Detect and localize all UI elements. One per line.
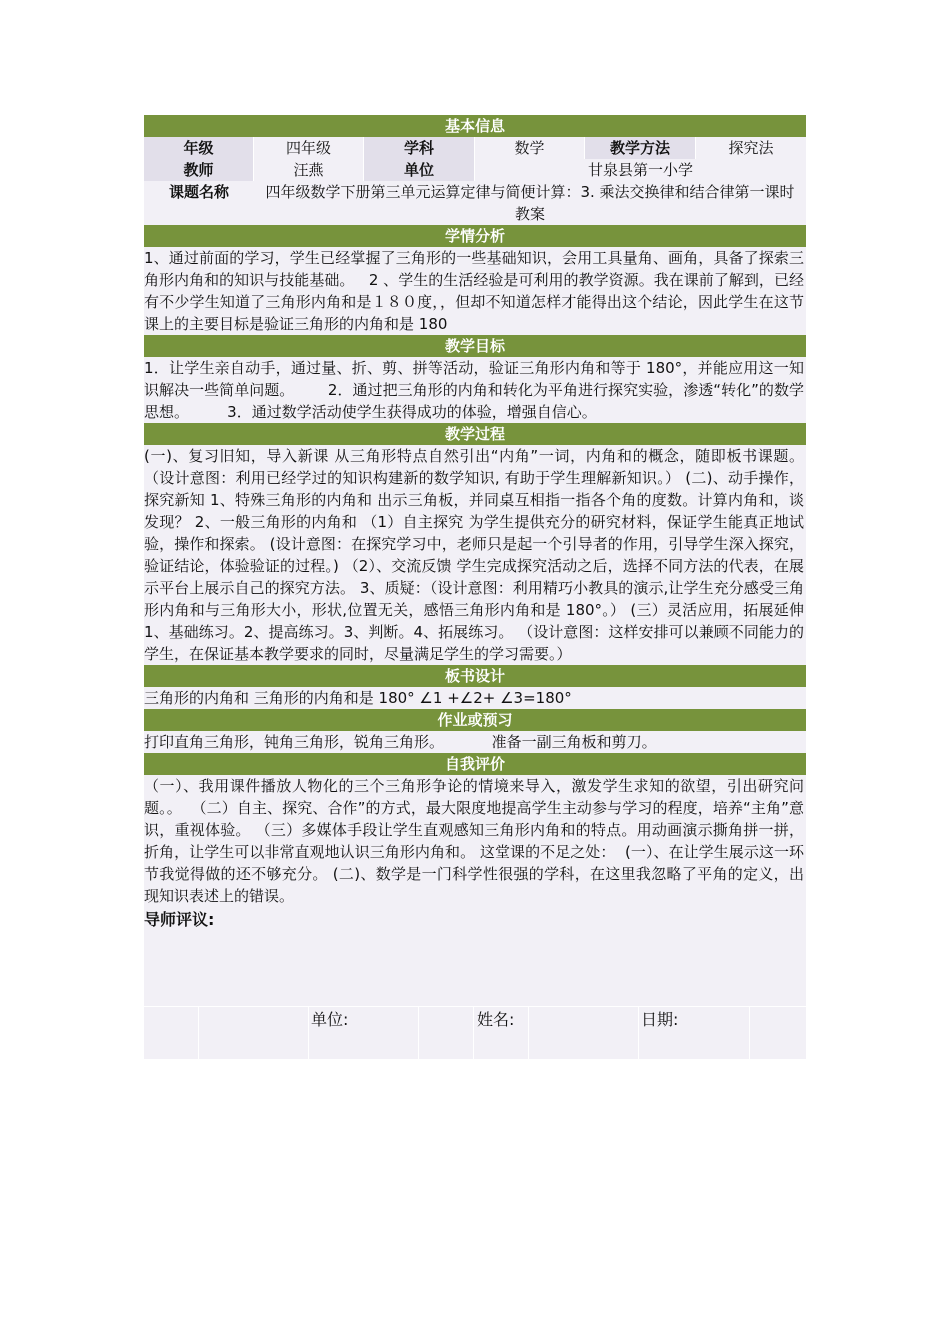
unit-value: 甘泉县第一小学: [587, 161, 693, 179]
row-teacher-unit: [144, 159, 806, 181]
signature-row: [144, 1006, 806, 1059]
section-header-process: 教学过程: [144, 423, 806, 445]
topic-value: 四年级数学下册第三单元运算定律与简便计算：3. 乘法交换律和结合律第一课时教案: [265, 183, 795, 223]
signature-cell: [529, 1007, 639, 1059]
section-header-homework: 作业或预习: [144, 709, 806, 731]
signature-cell: [199, 1007, 309, 1059]
mentor-comment-area: [144, 907, 806, 1006]
board-text: 三角形的内角和 三角形的内角和是 180° ∠1 +∠2+ ∠3=180°: [144, 687, 806, 709]
topic-label: 课题名称: [168, 183, 229, 201]
grade-label: 年级: [144, 137, 254, 159]
mentor-unit-label: 单位:: [309, 1007, 419, 1059]
analysis-text: 1、通过前面的学习，学生已经掌握了三角形的一些基础知识，会用工具量角、画角，具备了探索三角形内角和的知识与技能基础。 2 、学生的生活经验是可利用的教学资源。我在课前了解到，已经有不少学生知道了三角形内角和是１８０度，，但却不知道怎样才能得出这个结论，因此学生在这节课上的主要目标是验证三角形的内角和是 180: [144, 249, 804, 333]
method-label: 教学方法: [585, 137, 696, 159]
subject-label: 学科: [364, 137, 475, 159]
grade-value: 四年级: [254, 137, 364, 159]
mentor-date-label: 日期:: [639, 1007, 750, 1059]
lesson-plan-table: [144, 115, 809, 1059]
mentor-comment-title: 导师评议:: [144, 910, 215, 929]
section-header-basic-info: 基本信息: [144, 115, 806, 137]
section-header-goals: 教学目标: [144, 335, 806, 357]
homework-text: 打印直角三角形，钝角三角形，锐角三角形。 准备一副三角板和剪刀。: [144, 731, 806, 753]
section-header-board: 板书设计: [144, 665, 806, 687]
unit-label: 单位: [364, 159, 475, 181]
teacher-label: 教师: [144, 159, 254, 181]
row-grade-subject-method: [144, 137, 806, 159]
section-header-analysis: 学情分析: [144, 225, 806, 247]
method-value: 探究法: [728, 139, 774, 157]
self-eval-text: （一）、我用课件播放人物化的三个三角形争论的情境来导入，激发学生求知的欲望，引出研究问题。。 （二）自主、探究、合作”的方式，最大限度地提高学生主动参与学习的程度，培养“主角”意识，重视体验。 （三）多媒体手段让学生直观感知三角形内角和的特点。用动画演示撕角拼一拼，折角，让学生可以非常直观地认识三角形内角和。 这堂课的不足之处： (一）、在让学生展示这一环节我觉得做的还不够充分。 (二)、数学是一门科学性很强的学科，在这里我忽略了平角的定义，出现知识表述上的错误。: [144, 777, 804, 905]
signature-cell: [750, 1007, 806, 1059]
process-text: (一)、复习旧知，导入新课 从三角形特点自然引出“内角”一词，内角和的概念，随即板书课题。 （设计意图：利用已经学过的知识构建新的数学知识, 有助于学生理解新知识。） (二)、动手操作，探究新知 1、特殊三角形的内角和 出示三角板，并同桌互相指一指各个角的度数。计算内角和，谈发现？ 2、一般三角形的内角和 （1）自主探究 为学生提供充分的研究材料，保证学生能真正地试验，操作和探索。 (设计意图：在探究学习中，老师只是起一个引导者的作用，引导学生深入探究，验证结论，体验验证的过程。) （2）、交流反馈 学生完成探究活动之后，选择不同方法的代表，在展示平台上展示自己的探究方法。 3、质疑：（设计意图：利用精巧小教具的演示,让学生充分感受三角形内角和与三角形大小，形状,位置无关，感悟三角形内角和是 180°。） (三）灵活应用，拓展延伸 1、基础练习。2、提高练习。3、判断。4、拓展练习。 （设计意图：这样安排可以兼顾不同能力的学生，在保证基本教学要求的同时，尽量满足学生的学习需要。）: [144, 447, 809, 663]
section-header-self-eval: 自我评价: [144, 753, 806, 775]
goals-text: 1．让学生亲自动手，通过量、折、剪、拼等活动，验证三角形内角和等于 180°，并能应用这一知识解决一些简单问题。 2．通过把三角形的内角和转化为平角进行探究实验，渗透“转化”的数学思想。 3．通过数学活动使学生获得成功的体验，增强自信心。: [144, 359, 804, 421]
mentor-name-label: 姓名:: [474, 1007, 529, 1059]
subject-value: 数学: [475, 137, 585, 159]
teacher-value: 汪燕: [254, 159, 364, 181]
row-topic: [144, 181, 806, 225]
signature-cell: [144, 1007, 199, 1059]
signature-cell: [419, 1007, 474, 1059]
